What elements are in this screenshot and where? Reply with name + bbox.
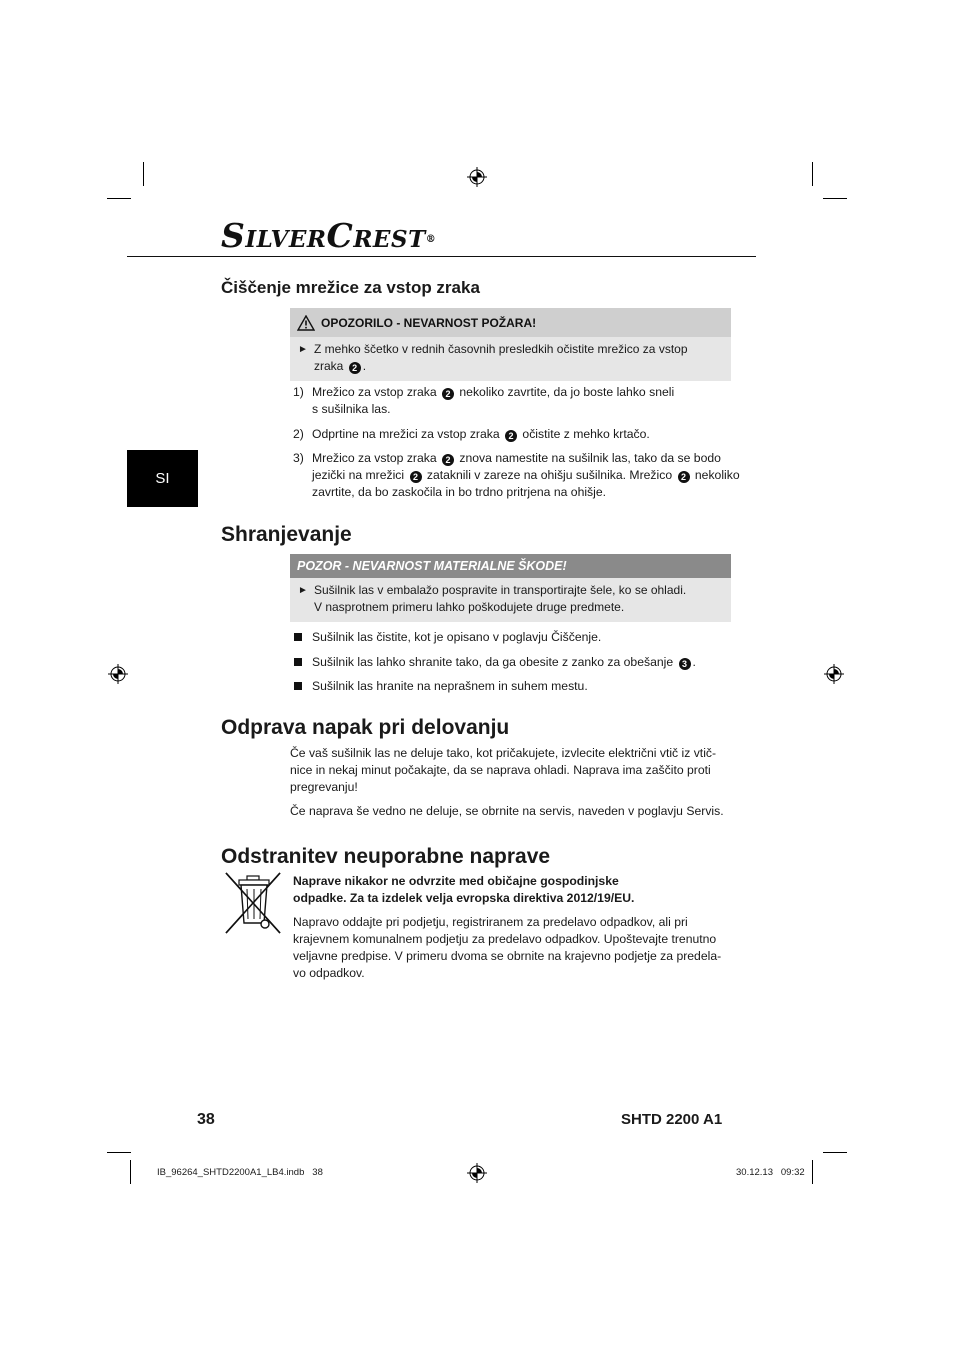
registration-mark-icon [467,1163,487,1183]
page-number: 38 [197,1111,215,1128]
square-bullet-icon [294,682,302,690]
warning-box [290,308,731,381]
step-text: Mrežico za vstop zraka 2 nekoliko zavrtite, da jo boste lahko sneli s sušilnika las. [312,385,675,416]
step-number: 2) [293,427,304,441]
ref-circle: 3 [679,658,691,670]
step-text: Mrežico za vstop zraka 2 znova namestite na sušilnik las, tako da se bodo jezički na mrežici 2 zataknili v zareze na ohišju sušilnika. Mrežico 2 nekoliko zavrtite, da bo zaskočila in bo trdno pritrjena na ohišje. [312,451,740,499]
arrow-bullet-icon: ► [298,344,308,355]
section-title-cleaning: Čiščenje mrežice za vstop zraka [221,278,480,297]
print-slug-date: 30.12.13 09:32 [736,1167,805,1178]
paragraph: Če naprava še vedno ne deluje, se obrnite na servis, naveden v poglavju Servis. [290,804,724,818]
ref-circle: 2 [410,471,422,483]
warning-triangle-icon [297,315,315,331]
registration-mark-icon [467,167,487,187]
list-item: Sušilnik las čistite, kot je opisano v poglavju Čiščenje. [312,630,602,644]
crop-mark [143,162,144,186]
caution-box [290,554,731,622]
ref-circle: 2 [442,454,454,466]
ref-circle: 2 [505,430,517,442]
section-title-disposal: Odstranitev neuporabne naprave [221,845,551,868]
header-rule [127,256,756,257]
step-number: 3) [293,451,304,465]
warning-header: OPOZORILO - NEVARNOST POŽARA! [290,308,731,337]
crop-mark [823,1152,847,1153]
registration-mark-icon [108,664,128,684]
crop-mark [812,1160,813,1184]
crossed-out-wheelie-bin-icon [224,871,284,937]
language-tab: SI [127,450,198,507]
ref-circle: 2 [349,362,361,374]
arrow-bullet-icon: ► [298,585,308,596]
crop-mark [812,162,813,186]
list-item: Sušilnik las lahko shranite tako, da ga obesite z zanko za obešanje 3 . [312,655,696,669]
crop-mark [107,1152,131,1153]
square-bullet-icon [294,658,302,666]
list-item: Sušilnik las hranite na neprašnem in suhem mestu. [312,679,588,693]
crop-mark [130,1160,131,1184]
section-title-storage: Shranjevanje [221,523,352,546]
caution-body: ► Sušilnik las v embalažo pospravite in transportirajte šele, ko se ohladi. V nasprotnem primeru lahko poškodujete druge predmete. [298,583,687,614]
section-title-troubleshooting: Odprava napak pri delovanju [221,716,510,739]
registration-mark-icon [824,664,844,684]
paragraph: Če vaš sušilnik las ne deluje tako, kot pričakujete, izvlecite električni vtič iz vtič- nice in nekaj minut počakajte, da se naprava ohladi. Naprava ima zaščito proti pregrevanju! [290,746,717,794]
paragraph: Napravo oddajte pri podjetju, registriranem za predelavo odpadkov, ali pri krajevnem komunalnem podjetju za predelavo odpadkov. Upoštevajte trenutno veljavne predpise. V primeru dvoma se obrnite na krajevno podjetje za predela- vo odpadkov. [293,915,722,980]
ref-circle: 2 [678,471,690,483]
ref-circle: 2 [442,388,454,400]
step-text: Odprtine na mrežici za vstop zraka 2 očistite z mehko krtačo. [312,427,650,441]
warning-body: ► Z mehko ščetko v rednih časovnih presledkih očistite mrežico za vstop zraka 2 . [298,342,688,373]
crop-mark [823,198,847,199]
square-bullet-icon [294,633,302,641]
crop-mark [107,198,131,199]
caution-header: POZOR - NEVARNOST MATERIALNE ŠKODE! [290,554,731,578]
silvercrest-logo: SILVERCREST® [221,216,437,255]
model-number: SHTD 2200 A1 [621,1111,723,1128]
print-slug-file: IB_96264_SHTD2200A1_LB4.indb 38 [157,1167,323,1178]
bold-notice: Naprave nikakor ne odvrzite med običajne gospodinjske odpadke. Za ta izdelek velja evropska direktiva 2012/19/EU. [293,874,635,905]
step-number: 1) [293,385,304,399]
